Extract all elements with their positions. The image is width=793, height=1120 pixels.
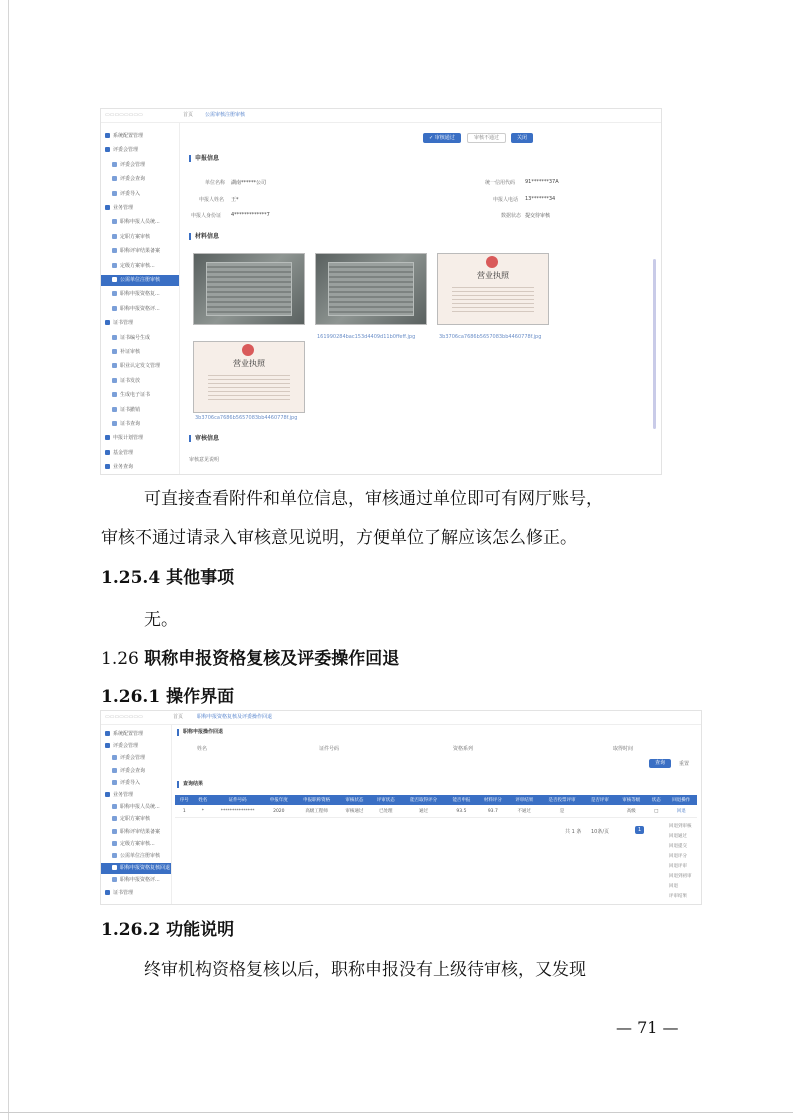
sidebar-menu — [101, 123, 180, 474]
sidebar-item[interactable] — [101, 275, 179, 286]
sidebar-item[interactable] — [101, 448, 179, 459]
heading-title: 职称申报资格复核及评委操作回退 — [144, 649, 400, 669]
table-cell: *************** — [212, 805, 263, 818]
sidebar-item[interactable] — [101, 462, 179, 473]
table-cell: 高级 — [616, 805, 647, 818]
sidebar-item[interactable] — [101, 174, 179, 185]
menu-icon — [105, 792, 110, 797]
sidebar-item[interactable] — [101, 361, 179, 372]
sidebar-item-label: 业务管理 — [113, 205, 134, 211]
sidebar-item-label: 评委会查询 — [120, 767, 146, 774]
column-header: 状态 — [647, 795, 666, 805]
menu-icon — [112, 248, 117, 253]
screenshot-qualification-rollback — [100, 710, 702, 905]
menu-icon — [112, 780, 117, 785]
sidebar-item-label: 职称申报资格复核回退 — [120, 865, 171, 872]
column-header: 申报职称资格 — [295, 795, 339, 805]
sidebar-item[interactable] — [101, 217, 179, 228]
sidebar-item-label: 职称评审结果备案 — [120, 248, 161, 255]
menu-icon — [112, 853, 117, 858]
menu-icon — [112, 263, 117, 268]
id-value: 4*************7 — [231, 212, 270, 218]
sidebar-item-label: 业务管理 — [113, 792, 134, 798]
status-value: 提交待审核 — [525, 213, 551, 219]
column-header: 审核状态 — [339, 795, 370, 805]
sidebar-item-label: 职称申报资格评... — [120, 305, 160, 312]
menu-icon — [105, 205, 110, 210]
sidebar-item[interactable] — [101, 753, 171, 764]
table-cell: 2020 — [263, 805, 294, 818]
column-header: 材料评分 — [477, 795, 508, 805]
sidebar-item-label: 职称申报人员统... — [120, 219, 160, 226]
menu-icon — [112, 829, 117, 834]
sidebar-item-label: 证书管理 — [113, 889, 134, 896]
menu-icon — [112, 335, 117, 340]
table-row[interactable] — [175, 805, 697, 818]
menu-icon — [112, 176, 117, 181]
menu-icon — [112, 841, 117, 846]
credit-code-label: 统一信用代码 — [485, 180, 516, 186]
menu-icon — [105, 320, 110, 325]
image-caption-2[interactable]: 161990284bac153d4409d11b0ffeff.jpg — [317, 334, 416, 340]
column-header: 评审状态 — [370, 795, 401, 805]
menu-icon — [112, 407, 117, 412]
sidebar-item-label: 定职方案审核 — [120, 233, 151, 240]
table-cell: 不通过 — [509, 805, 540, 818]
menu-icon — [112, 421, 117, 426]
dropdown-item[interactable]: 回退到初审 — [669, 874, 692, 879]
section-review: 审核信息 — [189, 435, 219, 442]
heading-number: 1.26 — [101, 649, 139, 669]
top-bar — [101, 711, 701, 725]
image-caption-3[interactable]: 3b3706ca7686b5657083bb4460778f.jpg — [439, 334, 542, 340]
heading-1-26-2: 1.26.2 功能说明 — [101, 920, 235, 940]
column-header: 回退操作 — [665, 795, 697, 805]
vertical-scrollbar[interactable] — [653, 259, 656, 429]
menu-icon — [112, 804, 117, 809]
table-cell: 通过 — [402, 805, 446, 818]
sidebar-item[interactable] — [101, 347, 179, 358]
dropdown-item[interactable]: 回退评审 — [669, 864, 687, 869]
tab-unit-review[interactable]: 公需审核注册审核 — [205, 112, 246, 118]
sidebar-item[interactable] — [101, 766, 171, 777]
sidebar-item-label: 评委会管理 — [113, 743, 139, 750]
unit-name-value: 湖南******公司 — [231, 180, 267, 186]
unit-name-label: 单位名称 — [205, 180, 226, 186]
menu-icon — [112, 219, 117, 224]
column-header: 评审结果 — [509, 795, 540, 805]
table-cell: 是 — [540, 805, 584, 818]
pagination-total: 共 1 条 — [565, 829, 582, 835]
sidebar-item-label: 评委会查询 — [120, 176, 146, 183]
sidebar-item[interactable] — [101, 376, 179, 387]
menu-icon — [105, 743, 110, 748]
pagination-per-page[interactable]: 10条/页 — [591, 829, 610, 835]
sidebar-item-label: 证书发放 — [120, 377, 141, 384]
review-opinion-label: 审核意见说明 — [189, 457, 220, 463]
menu-icon — [112, 363, 117, 368]
sidebar-item-label: 申报计划管理 — [113, 435, 144, 442]
applicant-value: 王* — [231, 197, 239, 203]
menu-icon — [105, 450, 110, 455]
menu-icon — [112, 234, 117, 239]
menu-icon — [112, 816, 117, 821]
dropdown-item[interactable]: 回退通过 — [669, 834, 687, 839]
phone-value: 13*******34 — [525, 196, 556, 202]
table-cell: 1 — [175, 805, 194, 818]
sidebar-item-label: 系统配置管理 — [113, 133, 144, 139]
heading-1-26-1: 1.26.1 操作界面 — [101, 687, 235, 707]
sidebar-item[interactable] — [101, 814, 171, 825]
section-apply-info: 申报信息 — [189, 155, 219, 162]
panel-title: 职称申报操作回退 — [177, 729, 223, 736]
sidebar-item[interactable] — [101, 790, 171, 801]
menu-icon — [105, 731, 110, 736]
sidebar-item[interactable] — [101, 246, 179, 257]
reject-button[interactable]: 审核不通过 — [467, 133, 506, 143]
menu-icon — [112, 877, 117, 882]
sidebar-item-label: 评委会管理 — [113, 147, 139, 154]
sidebar-item[interactable] — [101, 289, 179, 300]
material-image-4[interactable] — [193, 341, 305, 413]
menu-icon — [112, 755, 117, 760]
sidebar-item-label: 评委会管理 — [120, 755, 146, 762]
sidebar-item-label: 职称申报资格评... — [120, 877, 160, 884]
search-button[interactable]: 查询 — [649, 759, 671, 768]
menu-icon — [105, 435, 110, 440]
filter-series-label: 资格系列 — [453, 746, 474, 752]
sidebar-item-label: 基金管理 — [113, 449, 134, 456]
sidebar-item[interactable] — [101, 333, 179, 344]
breadcrumb-home[interactable]: 首页 — [173, 714, 184, 720]
seal-icon — [486, 256, 498, 268]
menu-icon — [112, 306, 117, 311]
page-edge-line — [8, 0, 9, 1120]
dropdown-item[interactable]: 回退到审核 — [669, 824, 692, 829]
paragraph-line: 审核不通过请录入审核意见说明，方便单位了解应该怎么修正。 — [101, 528, 577, 548]
material-image-3[interactable] — [437, 253, 549, 325]
heading-1-26 — [101, 647, 399, 671]
certificate-title: 营业执照 — [477, 271, 509, 280]
sidebar-item-label: 职称申报人员统... — [120, 804, 160, 811]
paragraph-line: 可直接查看附件和单位信息，审核通过单位即可有网厅账号， — [144, 489, 603, 509]
column-header: 姓名 — [194, 795, 213, 805]
close-button[interactable]: 关闭 — [511, 133, 533, 143]
section-materials: 材料信息 — [189, 233, 219, 240]
column-header: 申报年度 — [263, 795, 294, 805]
page-bottom-line — [0, 1112, 793, 1113]
sidebar-item-label: 证书撤销 — [120, 406, 141, 413]
menu-icon — [112, 865, 117, 870]
sidebar-item[interactable] — [101, 232, 179, 243]
sidebar-item-label: 业务查询 — [113, 464, 134, 471]
sidebar-item[interactable] — [101, 405, 179, 416]
app-logo: ▭▭▭▭▭▭▭▭ — [105, 714, 143, 720]
menu-icon — [105, 890, 110, 895]
dropdown-item[interactable]: 回退评分 — [669, 854, 687, 859]
sidebar-item-label: 公需单位注册审核 — [120, 277, 161, 283]
results-title: 查询结果 — [177, 781, 203, 788]
column-header: 证件号码 — [212, 795, 263, 805]
filter-name-label: 姓名 — [197, 746, 208, 752]
sidebar-item-label: 证书编号生成 — [120, 334, 151, 341]
approve-button[interactable]: ✓ 审核通过 — [423, 133, 461, 143]
app-logo: ▭▭▭▭▭▭▭▭ — [105, 112, 143, 118]
menu-icon — [112, 191, 117, 196]
sidebar-item[interactable] — [101, 189, 179, 200]
sidebar-item[interactable] — [101, 778, 171, 789]
sidebar-item-label: 职称申报资格复... — [120, 291, 160, 298]
credit-code-value: 91*******37A — [525, 179, 559, 185]
sidebar-item-label: 证书管理 — [113, 320, 134, 327]
sidebar-item[interactable] — [101, 304, 179, 315]
menu-icon — [112, 277, 117, 282]
menu-icon — [112, 378, 117, 383]
column-header: 是否投票评审 — [540, 795, 584, 805]
table-cell: * — [194, 805, 213, 818]
seal-icon — [242, 344, 254, 356]
sidebar-item[interactable] — [101, 863, 171, 874]
menu-icon — [112, 768, 117, 773]
sidebar-item-label: 职称评审结果备案 — [120, 828, 161, 835]
table-cell — [584, 805, 615, 818]
menu-icon — [105, 464, 110, 469]
paragraph-none: 无。 — [144, 610, 178, 630]
sidebar-item-label: 定级方案审核... — [120, 840, 155, 847]
sidebar-item-label: 公需单位注册审核 — [120, 853, 161, 859]
material-image-2[interactable] — [315, 253, 427, 325]
dropdown-item[interactable]: 评审结果 — [669, 894, 687, 899]
sidebar-item-label: 补证审核 — [120, 349, 141, 355]
heading-1-25-4: 1.25.4 其他事项 — [101, 568, 235, 588]
sidebar-item[interactable] — [101, 160, 179, 171]
pagination-current-page[interactable]: 1 — [635, 826, 644, 834]
sidebar-item[interactable] — [101, 390, 179, 401]
sidebar-item-label: 评委导入 — [120, 190, 141, 197]
sidebar-item-label: 评委会管理 — [120, 161, 146, 168]
sidebar-item[interactable] — [101, 741, 171, 752]
dropdown-item[interactable]: 回退 — [669, 884, 678, 889]
table-cell: 已处理 — [370, 805, 401, 818]
certificate-title: 营业执照 — [233, 359, 265, 368]
reset-button[interactable]: 重置 — [679, 761, 690, 767]
material-image-1[interactable] — [193, 253, 305, 325]
menu-icon — [112, 162, 117, 167]
sidebar-item-label: 系统配置管理 — [113, 731, 144, 737]
id-label: 申报人身份证 — [191, 213, 222, 219]
breadcrumb-home[interactable]: 首页 — [183, 112, 194, 118]
table-cell: 93.7 — [477, 805, 508, 818]
sidebar-item[interactable] — [101, 419, 179, 430]
top-bar — [101, 109, 661, 123]
table-cell[interactable]: 回退 — [665, 805, 697, 818]
menu-icon — [112, 291, 117, 296]
screenshot-unit-registration-review — [100, 108, 662, 475]
table-cell: □ — [647, 805, 666, 818]
sidebar-item-label: 定级方案审核... — [120, 262, 155, 269]
column-header: 能否取得评分 — [402, 795, 446, 805]
status-label: 数据状态 — [501, 213, 522, 219]
column-header: 能否申报 — [446, 795, 477, 805]
sidebar-item-label: 评委导入 — [120, 779, 141, 786]
applicant-label: 申报人姓名 — [199, 197, 225, 203]
paragraph-line: 终审机构资格复核以后，职称申报没有上级待审核，又发现 — [144, 960, 586, 980]
filter-cert-label: 证件号码 — [319, 746, 340, 752]
sidebar-item-label: 生成电子证书 — [120, 392, 151, 399]
sidebar-item-label: 定职方案审核 — [120, 816, 151, 823]
tab-rollback[interactable]: 职称申报资格复核及评委操作回退 — [197, 714, 273, 720]
dropdown-item[interactable]: 回退提交 — [669, 844, 687, 849]
sidebar-item[interactable] — [101, 851, 171, 862]
filter-time-label: 取得时间 — [613, 746, 634, 752]
image-caption-4[interactable]: 3b3706ca7686b5657083bb4460778f.jpg — [195, 415, 298, 421]
results-table — [175, 795, 697, 818]
column-header: 是否评审 — [584, 795, 615, 805]
sidebar-item[interactable] — [101, 888, 171, 899]
sidebar-item-label: 职业认定发文管理 — [120, 363, 161, 370]
page-number: — 71 — — [616, 1018, 679, 1037]
table-cell: 审核通过 — [339, 805, 370, 818]
sidebar-menu — [101, 725, 172, 904]
table-cell: 93.5 — [446, 805, 477, 818]
sidebar-item[interactable] — [101, 433, 179, 444]
table-cell: 高级工程师 — [295, 805, 339, 818]
sidebar-item-label: 证书查询 — [120, 421, 141, 427]
sidebar-item[interactable] — [101, 839, 171, 850]
menu-icon — [105, 147, 110, 152]
sidebar-item[interactable] — [101, 729, 171, 740]
menu-icon — [112, 349, 117, 354]
sidebar-item[interactable] — [101, 318, 179, 329]
phone-label: 申报人电话 — [493, 197, 519, 203]
sidebar-item[interactable] — [101, 203, 179, 214]
sidebar-item[interactable] — [101, 875, 171, 886]
sidebar-item[interactable] — [101, 802, 171, 813]
sidebar-item[interactable] — [101, 827, 171, 838]
sidebar-item[interactable] — [101, 261, 179, 272]
sidebar-item[interactable] — [101, 145, 179, 156]
menu-icon — [105, 133, 110, 138]
column-header: 审核等级 — [616, 795, 647, 805]
menu-icon — [112, 392, 117, 397]
sidebar-item[interactable] — [101, 131, 179, 142]
column-header: 序号 — [175, 795, 194, 805]
